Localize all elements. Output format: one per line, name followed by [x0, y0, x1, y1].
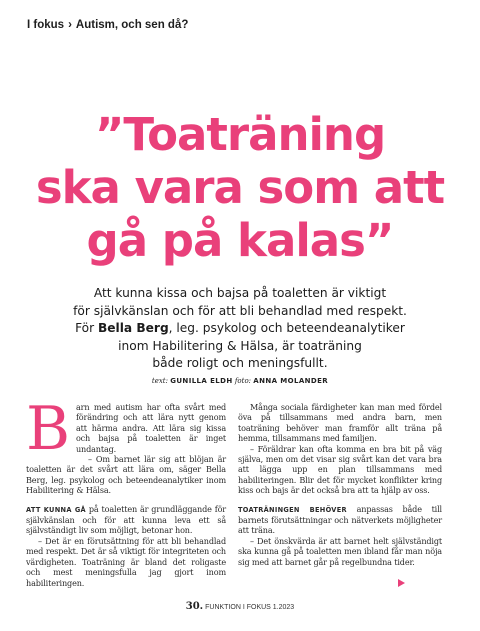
paragraph-7-body: anpassas både till barnets förutsättningar och nätverkets möjligheter att träna.: [238, 503, 442, 536]
text-credit-name: GUNILLA ELDH: [170, 377, 233, 385]
ingress-line-3-pre: För: [75, 321, 98, 335]
paragraph-2: – Om barnet lär sig att blöjan är toaletten är det svårt att lära om, säger Bella Berg, leg. psykolog och beteendeanalytiker inom Habilitering & Hälsa.: [26, 454, 226, 496]
article-column-right: [238, 402, 442, 567]
paragraph-7: [238, 504, 442, 536]
paragraph-5: Många sociala färdigheter kan man med fördel öva på tillsammans med andra barn, men toaträning behöver man framför allt träna på hemma, tillsammans med familjen.: [238, 402, 442, 444]
breadcrumb: [27, 19, 188, 31]
headline-line-2: ska vara som att: [35, 161, 445, 214]
paragraph-3: [26, 504, 226, 536]
ingress-line-2: för självkänslan och för att bli behandlad med respekt.: [73, 303, 407, 318]
ingress-line-5: både roligt och meningsfullt.: [152, 356, 328, 370]
paragraph-3-body: på toaletten är grundläggande för självkänslan och för att kunna leva ett så självständigt liv som möjligt, betonar hon.: [26, 503, 227, 536]
ingress-person-name: Bella Berg: [98, 321, 169, 335]
ingress-line-1: Att kunna kissa och bajsa på toaletten är viktigt: [93, 286, 387, 300]
paragraph-4: – Det är en förutsättning för att bli behandlad med respekt. Det är så viktigt för integriteten och värdigheten. Toaträning är bland det roligaste och mest meningsfulla jag gjort inom habiliteringen.: [26, 535, 226, 588]
paragraph-6: – Föräldrar kan ofta komma en bra bit på väg själva, men om det visar sig svårt kan det vara bra att lägga upp en plan tillsammans med habiliteringen. Blir det för mycket konflikter kring kiss och bajs är det också bra att ta hjälp av oss.: [238, 443, 442, 496]
breadcrumb-separator: ›: [68, 19, 72, 31]
ingress: [70, 285, 410, 373]
publication-name: FUNKTION I FOKUS 1.2023: [205, 604, 295, 611]
text-credit-label: text:: [151, 377, 168, 385]
headline-line-3: gå på kalas”: [86, 214, 394, 267]
headline: [0, 108, 480, 267]
continue-arrow-icon: [398, 579, 405, 587]
ingress-line-3: [70, 320, 410, 338]
article-column-left: [26, 394, 227, 588]
ingress-line-3-post: , leg. psykolog och beteendeanalytiker: [168, 321, 405, 335]
paragraph-1: arn med autism har ofta svårt med förändring och att lära nytt genom att härma andra. Att lära sig kissa och bajsa på toaletten är inget undantag.: [75, 402, 226, 454]
byline: [0, 377, 480, 385]
paragraph-3-lead: ATT KUNNA GÅ: [26, 505, 86, 514]
breadcrumb-topic: Autism, och sen då?: [75, 19, 189, 31]
page-number: 30.: [185, 601, 204, 612]
breadcrumb-section: I fokus: [27, 19, 65, 31]
paragraph-7-lead: TOATRÄNINGEN BEHÖVER: [238, 505, 347, 514]
headline-line-1: ”Toaträning: [94, 108, 386, 161]
photo-credit-label: foto:: [234, 377, 252, 385]
paragraph-8: – Det önskvärda är att barnet helt självständigt ska kunna gå på toaletten men ibland får man nöja sig med att barnet går på regelbundna tider.: [238, 535, 442, 567]
ingress-line-4: inom Habilitering & Hälsa, är toaträning: [118, 338, 362, 353]
page-footer: [0, 601, 480, 612]
drop-cap: B: [26, 394, 70, 464]
photo-credit-name: ANNA MOLANDER: [253, 377, 329, 385]
